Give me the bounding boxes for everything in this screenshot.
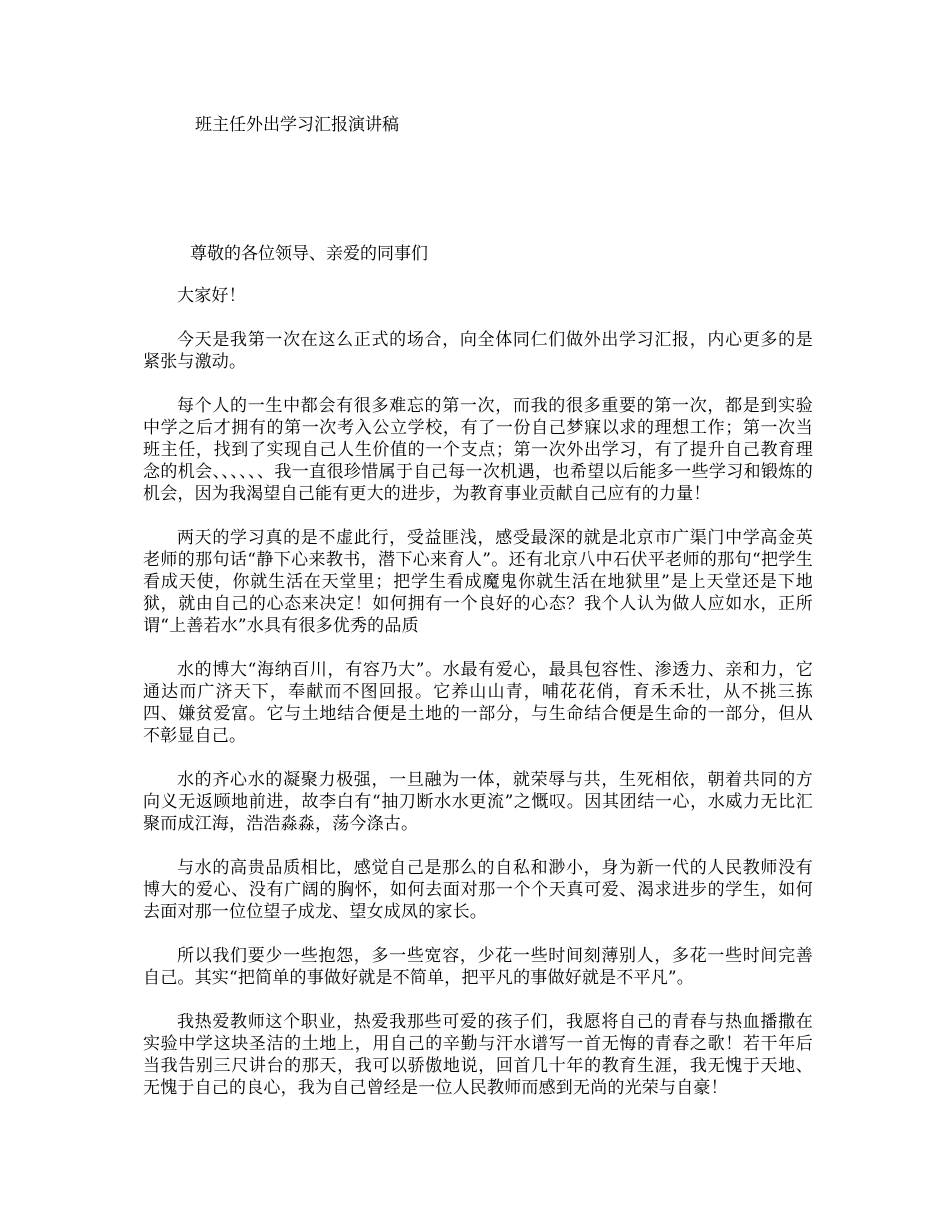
paragraph-conclusion: 我热爱教师这个职业，热爱我那些可爱的孩子们，我愿将自己的青春与热血播撒在实验中学这块圣洁的土地上，用自己的辛勤与汗水谱写一首无悔的青春之歌！若干年后当我告别三尺讲台的那天，我可以骄傲地说，回首几十年的教育生涯，我无愧于天地、无愧于自己的良心，我为自己曾经是一位人民教师而感到无尚的光荣与自豪！ bbox=[143, 1012, 813, 1098]
paragraph-intro: 今天是我第一次在这么正式的场合，向全体同仁们做外出学习汇报，内心更多的是紧张与激动。 bbox=[143, 330, 813, 372]
paragraph-greeting: 大家好！ bbox=[177, 286, 246, 306]
paragraph-learning: 两天的学习真的是不虚此行，受益匪浅，感受最深的就是北京市广渠门中学高金英老师的那句话“静下心来教书，潜下心来育人”。还有北京八中石伏平老师的那句“把学生看成天使，你就生活在天堂里；把学生看成魔鬼你就生活在地狱里”是上天堂还是下地狱，就由自己的心态来决定！如何拥有一个良好的心态？我个人认为做人应如水，正所谓“上善若水”水具有很多优秀的品质 bbox=[143, 528, 813, 636]
salutation: 尊敬的各位领导、亲爱的同事们 bbox=[190, 244, 428, 264]
paragraph-water-unity: 水的齐心水的凝聚力极强，一旦融为一体，就荣辱与共，生死相依，朝着共同的方向义无返顾地前进，故李白有“抽刀断水水更流”之慨叹。因其团结一心，水威力无比汇聚而成江海，浩浩淼淼，荡今涤古。 bbox=[143, 770, 813, 834]
paragraph-tolerance: 所以我们要少一些抱怨，多一些宽容，少花一些时间刻薄别人，多花一些时间完善自己。其实“把简单的事做好就是不简单，把平凡的事做好就是不平凡”。 bbox=[143, 946, 813, 988]
paragraph-comparison: 与水的高贵品质相比，感觉自己是那么的自私和渺小，身为新一代的人民教师没有博大的爱心、没有广阔的胸怀，如何去面对那一个个天真可爱、渴求进步的学生，如何去面对那一位位望子成龙、望女成凤的家长。 bbox=[143, 858, 813, 922]
paragraph-firsts: 每个人的一生中都会有很多难忘的第一次，而我的很多重要的第一次，都是到实验中学之后才拥有的第一次考入公立学校，有了一份自己梦寐以求的理想工作；第一次当班主任，找到了实现自己人生价值的一个支点；第一次外出学习，有了提升自己教育理念的机会、、、、、、我一直很珍惜属于自己每一次机遇，也希望以后能多一些学习和锻炼的机会，因为我渴望自己能有更大的进步，为教育事业贡献自己应有的力量！ bbox=[143, 396, 813, 504]
document-title: 班主任外出学习汇报演讲稿 bbox=[195, 115, 399, 135]
document-body bbox=[143, 285, 813, 1121]
paragraph-water-broad: 水的博大“海纳百川，有容乃大”。水最有爱心，最具包容性、渗透力、亲和力，它通达而广济天下，奉献而不图回报。它养山山青，哺花花俏，育禾禾壮，从不挑三拣四、嫌贫爱富。它与土地结合便是土地的一部分，与生命结合便是生命的一部分，但从不彰显自己。 bbox=[143, 660, 813, 746]
